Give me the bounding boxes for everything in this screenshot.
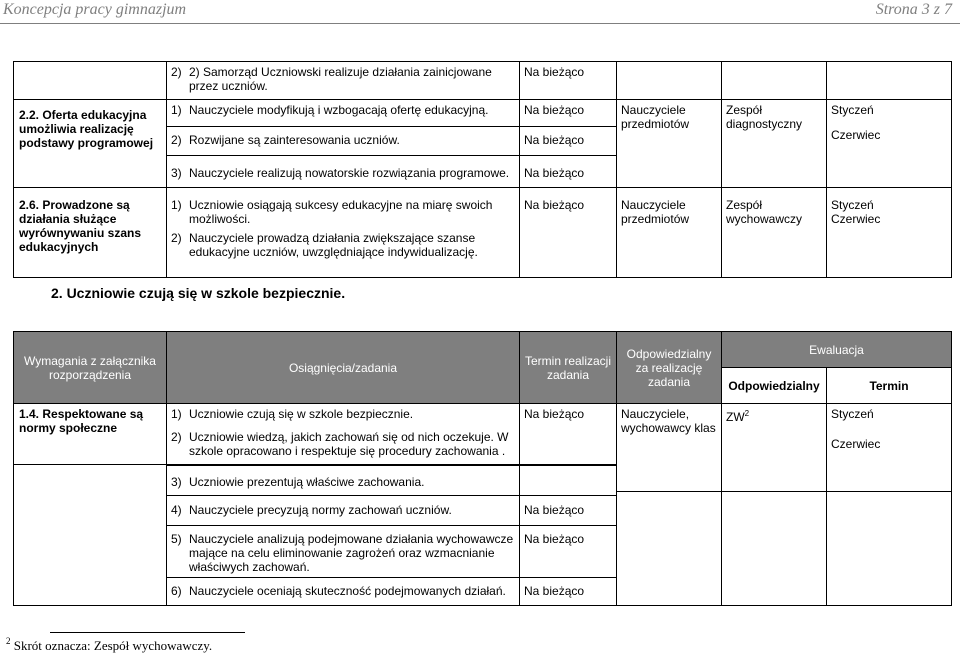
- task-cell: 3) Uczniowie prezentują właściwe zachowania.: [167, 466, 520, 496]
- footnote-rule: [50, 632, 245, 633]
- header-responsible: Odpowiedzialny za realizację zadania: [617, 332, 722, 404]
- task-cell: 1) Uczniowie osiągają sukcesy edukacyjne na miarę swoich możliwości. 2) Nauczyciele prowadzą działania zwiększające szanse edukacyjne uczniów, uwzględniające indywidualizację.: [167, 188, 520, 278]
- task-text: 2) Samorząd Uczniowski realizuje działania zainicjowane przez uczniów.: [189, 65, 492, 93]
- term-cell: Na bieżąco: [520, 100, 617, 127]
- eval-responsible-cell-cont: [722, 466, 827, 606]
- footnote-ref: 2: [744, 409, 750, 418]
- header-rule: [0, 23, 960, 24]
- empty-cell: [827, 62, 952, 100]
- header-requirements: Wymagania z załącznika rozporządzenia: [14, 332, 167, 404]
- requirement-cell: [14, 404, 167, 465]
- responsible-cell: Nauczyciele przedmiotów: [617, 188, 722, 278]
- header-evaluation: Ewaluacja: [722, 332, 952, 368]
- requirement-text: 1.4. Respektowane są normy społeczne: [19, 407, 144, 435]
- task-cell: 1) Uczniowie czują się w szkole bezpiecznie. 2) Uczniowie wiedzą, jakich zachowań się od nich oczekuje. W szkole opracowano i respektuje się procedury zachowania .: [167, 404, 520, 465]
- table-cell: 2) 2) Samorząd Uczniowski realizuje działania zainicjowane przez uczniów.: [167, 62, 520, 100]
- term-cell: Na bieżąco: [520, 62, 617, 100]
- page-header: [0, 0, 960, 24]
- tasks-table-2-rows: [13, 465, 952, 606]
- requirement-cell: [14, 188, 167, 278]
- empty-cell: [14, 62, 167, 100]
- eval-term-cell: Styczeń Czerwiec: [827, 404, 952, 492]
- responsible-cell: Nauczyciele przedmiotów: [617, 100, 722, 188]
- term-cell: Na bieżąco: [520, 188, 617, 278]
- term-cell: Na bieżąco: [520, 127, 617, 156]
- section-title: 2. Uczniowie czują się w szkole bezpiecznie.: [51, 285, 346, 301]
- empty-cell: [722, 62, 827, 100]
- header-term: Termin realizacji zadania: [520, 332, 617, 404]
- requirement-text: 2.2. Oferta edukacyjna umożliwia realizację podstawy programowej: [19, 108, 154, 150]
- requirement-cell: [14, 100, 167, 188]
- task-cell: 4) Nauczyciele precyzują normy zachowań uczniów.: [167, 496, 520, 526]
- footnote: [6, 638, 212, 654]
- header-goals: Osiągnięcia/zadania: [167, 332, 520, 404]
- task-cell: 5) Nauczyciele analizują podejmowane działania wychowawcze mające na celu eliminowanie zagrożeń oraz wzmacnianie właściwych zachowań.: [167, 526, 520, 578]
- responsible-cell: Nauczyciele, wychowawcy klas: [617, 404, 722, 492]
- empty-cell: [617, 62, 722, 100]
- eval-term-cell: Styczeń Czerwiec: [827, 188, 952, 278]
- header-eval-term: Termin: [827, 368, 952, 404]
- responsible-cell-cont: [617, 466, 722, 606]
- requirement-cell-cont: [14, 466, 167, 606]
- term-cell: Na bieżąco: [520, 156, 617, 188]
- task-cell: 6) Nauczyciele oceniają skuteczność podejmowanych działań.: [167, 578, 520, 606]
- footnote-text: Skrót oznacza: Zespół wychowawczy.: [13, 638, 213, 653]
- task-cell: 1) Nauczyciele modyfikują i wzbogacają ofertę edukacyjną.: [167, 100, 520, 127]
- term-cell: [520, 466, 617, 496]
- requirement-text: 2.6. Prowadzone są działania służące wyrównywaniu szans edukacyjnych: [19, 198, 142, 254]
- document-title: Koncepcja pracy gimnazjum: [3, 1, 187, 18]
- eval-responsible-cell: $ZW^2$: [722, 404, 827, 492]
- footnote-mark: 2: [6, 636, 11, 646]
- header-eval-responsible: Odpowiedzialny: [722, 368, 827, 404]
- eval-responsible-cell: Zespół diagnostyczny: [722, 100, 827, 188]
- term-cell: Na bieżąco: [520, 496, 617, 526]
- term-cell: Na bieżąco: [520, 526, 617, 578]
- term-cell: Na bieżąco: [520, 578, 617, 606]
- eval-term-cell: Styczeń Czerwiec: [827, 100, 952, 188]
- task-cell: 2) Rozwijane są zainteresowania uczniów.: [167, 127, 520, 156]
- tasks-table-1: [13, 61, 952, 278]
- page-number: Strona 3 z 7: [875, 1, 952, 18]
- term-cell: Na bieżąco: [520, 404, 617, 465]
- eval-responsible-cell: Zespół wychowawczy: [722, 188, 827, 278]
- task-cell: 3) Nauczyciele realizują nowatorskie rozwiązania programowe.: [167, 156, 520, 188]
- eval-term-cell-cont: [827, 466, 952, 606]
